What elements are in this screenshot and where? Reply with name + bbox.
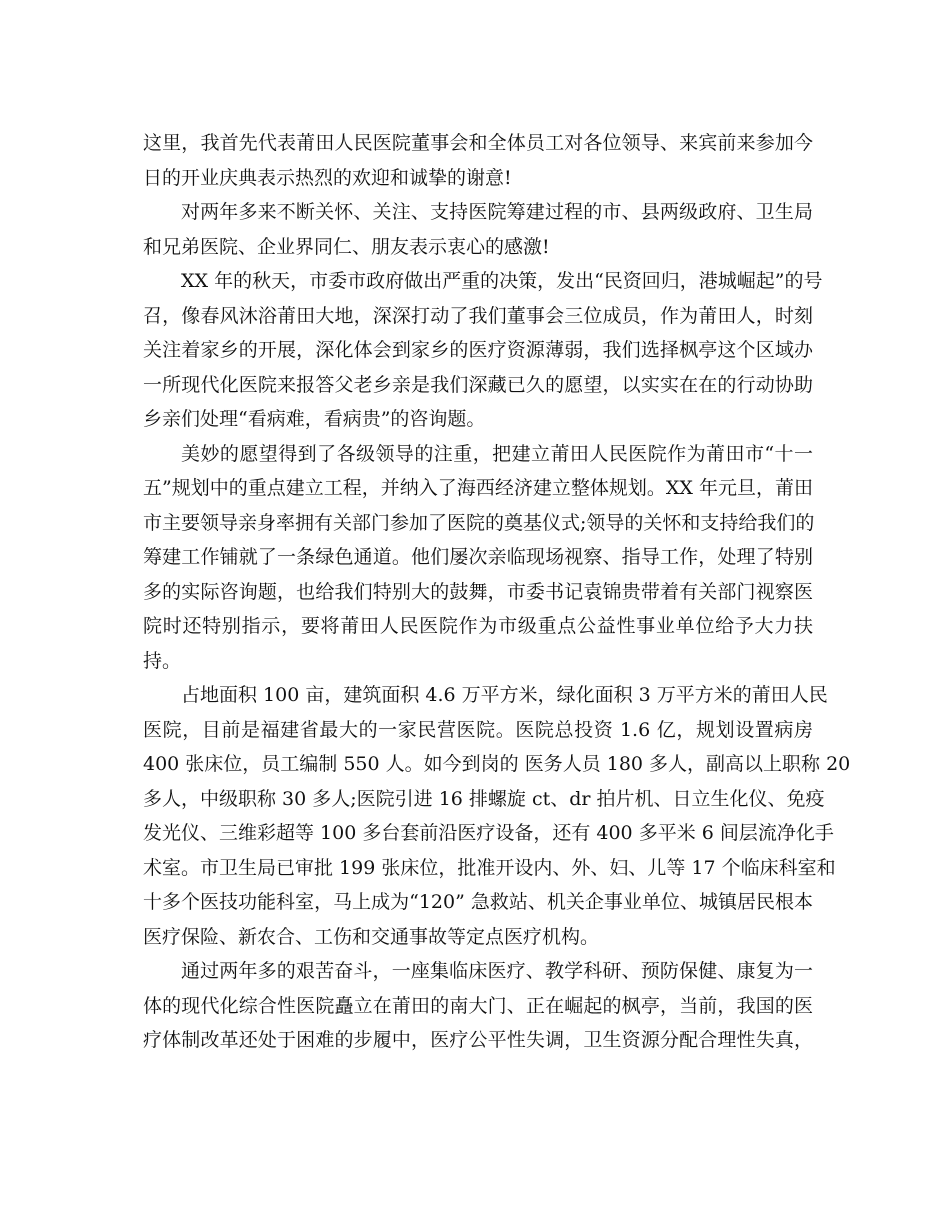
paragraph-1 xyxy=(143,126,813,195)
text-line: 体的现代化综合性医院矗立在莆田的南大门、正在崛起的枫亭，当前，我国的医 xyxy=(143,994,813,1017)
text-line: 多的实际咨询题，也给我们特别大的鼓舞，市委书记袁锦贵带着有关部门视察医 xyxy=(143,580,813,603)
text-line: 通过两年多的艰苦奋斗，一座集临床医疗、教学科研、预防保健、康复为一 xyxy=(181,960,813,982)
paragraph-5 xyxy=(143,678,851,954)
text-line: 医疗保险、新农合、工伤和交通事故等定点医疗机构。 xyxy=(143,925,600,948)
text-line: 这里，我首先代表莆田人民医院董事会和全体员工对各位领导、来宾前来参加今 xyxy=(143,132,813,154)
text-line: 术室。市卫生局已审批 199 张床位，批准开设内、外、妇、儿等 17 个临床科室和 xyxy=(143,856,836,879)
text-line: 院时还特别指示，要将莆田人民医院作为市级重点公益性事业单位给予大力扶 xyxy=(143,615,813,637)
text-line: 持。 xyxy=(143,649,182,672)
text-line: 医院，目前是福建省最大的一家民营医院。医院总投资 1.6 亿，规划设置病房 xyxy=(143,718,813,741)
text-line: 乡亲们处理“看病难，看病贵”的咨询题。 xyxy=(143,408,486,430)
text-line: 疗体制改革还处于困难的步履中，医疗公平性失调，卫生资源分配合理性失真， xyxy=(143,1029,813,1051)
paragraph-4 xyxy=(143,437,813,679)
text-line: 多人，中级职称 30 多人;医院引进 16 排螺旋 ct、dr 拍片机、日立生化仪、免疫 xyxy=(143,787,825,810)
text-line: 一所现代化医院来报答父老乡亲是我们深藏已久的愿望，以实实在在的行动协助 xyxy=(143,373,813,396)
paragraph-6 xyxy=(143,954,813,1058)
text-line: 发光仪、三维彩超等 100 多台套前沿医疗设备，还有 400 多平米 6 间层流净化手 xyxy=(143,822,834,844)
text-line: 筹建工作铺就了一条绿色通道。他们屡次亲临现场视察、指导工作，处理了特别 xyxy=(143,546,813,568)
text-line: 十多个医技功能科室，马上成为“120” 急救站、机关企事业单位、城镇居民根本 xyxy=(143,891,813,913)
text-line: 400 张床位，员工编制 550 人。如今到岗的 医务人员 180 多人，副高以上职称 20 xyxy=(143,753,851,775)
text-line: 关注着家乡的开展，深化体会到家乡的医疗资源薄弱，我们选择枫亭这个区域办 xyxy=(143,339,813,361)
text-line: 市主要领导亲身率拥有关部门参加了医院的奠基仪式;领导的关怀和支持给我们的 xyxy=(143,511,815,534)
text-line: 五”规划中的重点建立工程，并纳入了海西经济建立整体规划。XX 年元旦，莆田 xyxy=(143,477,813,499)
paragraph-3 xyxy=(143,264,823,437)
text-line: 对两年多来不断关怀、关注、支持医院筹建过程的市、县两级政府、卫生局 xyxy=(181,201,813,223)
text-line: 日的开业庆典表示热烈的欢迎和诚挚的谢意! xyxy=(143,166,512,189)
paragraph-2 xyxy=(143,195,813,264)
text-line: 和兄弟医院、企业界同仁、朋友表示衷心的感激! xyxy=(143,235,550,258)
text-line: 美妙的愿望得到了各级领导的注重，把建立莆田人民医院作为莆田市“十一 xyxy=(181,442,813,465)
document-body xyxy=(143,126,851,1058)
text-line: 占地面积 100 亩，建筑面积 4.6 万平方米，绿化面积 3 万平方米的莆田人民 xyxy=(181,684,828,706)
text-line: 召，像春风沐浴莆田大地，深深打动了我们董事会三位成员，作为莆田人，时刻 xyxy=(143,304,813,327)
text-line: XX 年的秋天，市委市政府做出严重的决策，发出“民资回归，港城崛起”的号 xyxy=(181,270,823,292)
